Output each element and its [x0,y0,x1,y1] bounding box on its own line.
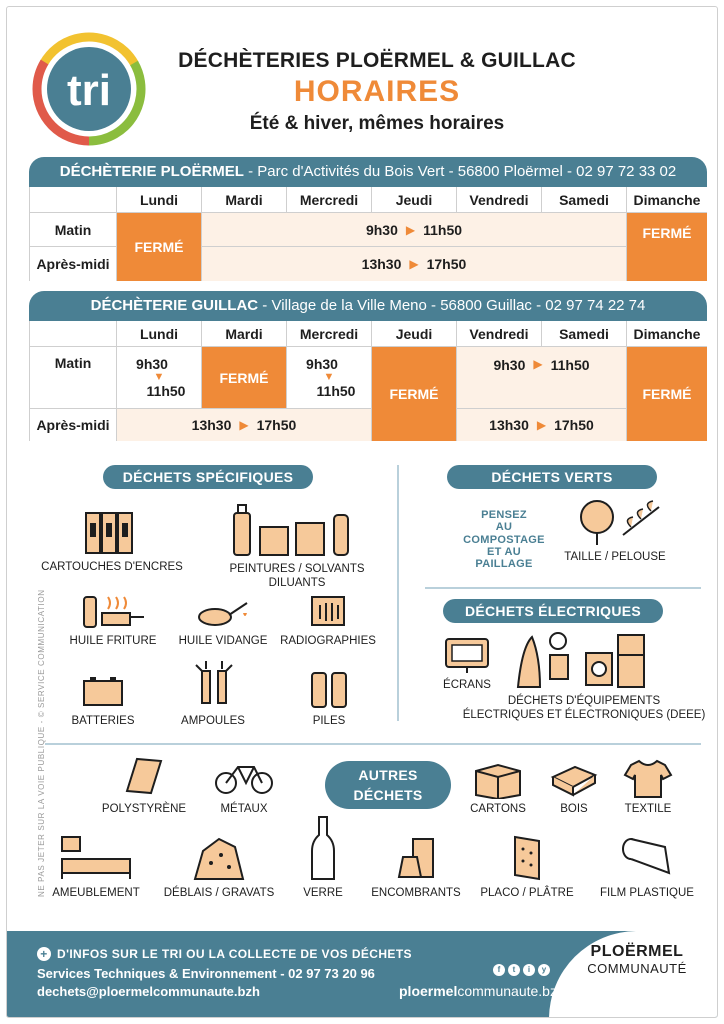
day-vendredi: Vendredi [457,187,542,213]
t-shirt-icon [623,757,673,799]
bed-icon [56,833,136,883]
youtube-icon[interactable]: y [538,964,550,976]
x-ray-icon [308,591,348,631]
row-label-matin: Matin [30,213,117,247]
footer-website[interactable]: ploermelcommunaute.bzh [399,983,565,999]
day-vendredi: Vendredi [457,321,542,347]
item-bois: BOIS [543,757,605,817]
appliances-icon [514,629,654,691]
day-mercredi: Mercredi [287,321,372,347]
item-metaux: MÉTAUX [199,753,289,817]
ploermel-banner: DÉCHÈTERIE PLOËRMEL - Parc d'Activités du Bois Vert - 56800 Ploërmel - 02 97 72 33 02 [29,157,707,187]
day-dimanche: Dimanche [627,321,707,347]
section-title-other: AUTRES DÉCHETS [325,761,451,809]
guillac-lundi-morning: 9h30 ▼ 11h50 [117,347,202,409]
section-title-specific: DÉCHETS SPÉCIFIQUES [103,465,313,489]
rubble-icon [189,833,249,883]
instagram-icon[interactable]: i [523,964,535,976]
ploermel-communaute-logo: PLOËRMEL COMMUNAUTÉ [587,943,687,976]
item-ampoules: AMPOULES [163,659,263,729]
item-deee: DÉCHETS D'ÉQUIPEMENTS ÉLECTRIQUES ET ÉLECTRONIQUES (DEEE) [459,629,709,723]
row-label-matin: Matin [30,347,117,409]
guillac-afternoon-hours-1: 13h30 ▶ 17h50 [117,409,372,441]
footer-info: + D'INFOS SUR LE TRI OU LA COLLECTE DE VOS DÉCHETS [37,947,412,961]
item-ameublement: AMEUBLEMENT [43,833,149,901]
item-polystyrene: POLYSTYRÈNE [89,753,199,817]
item-verre: VERRE [291,815,355,901]
closed-lundi: FERMÉ [117,213,202,281]
day-mardi: Mardi [202,321,287,347]
footer-services: Services Techniques & Environnement - 02 97 73 20 96 [37,966,375,981]
ploermel-afternoon-hours: 13h30 ▶ 17h50 [202,247,627,281]
day-jeudi: Jeudi [372,187,457,213]
facebook-icon[interactable]: f [493,964,505,976]
day-samedi: Samedi [542,187,627,213]
plastic-film-roll-icon [617,833,677,883]
item-ecrans: ÉCRANS [427,635,507,693]
divider-right [425,587,701,589]
item-cartouches: CARTOUCHES D'ENCRES [37,505,187,575]
plus-icon: + [37,947,51,961]
guillac-mercredi-morning: 9h30 ▼ 11h50 [287,347,372,409]
item-placo: PLACO / PLÂTRE [473,833,581,901]
item-huile-friture: HUILE FRITURE [53,591,173,649]
item-taille-pelouse: TAILLE / PELOUSE [555,497,675,565]
row-label-apres-midi: Après-midi [30,247,117,281]
frying-pan-icon [78,591,148,631]
day-mercredi: Mercredi [287,187,372,213]
guillac-weekend-morning: 9h30 ▶ 11h50 [457,347,627,409]
glass-bottle-icon [308,815,338,883]
item-piles: PILES [279,667,379,729]
day-jeudi: Jeudi [372,321,457,347]
plasterboard-icon [507,833,547,883]
battery-cells-icon [304,667,354,711]
item-cartons: CARTONS [453,757,543,817]
ploermel-morning-hours: 9h30 ▶ 11h50 [202,213,627,247]
item-film-plastique: FILM PLASTIQUE [591,833,703,901]
divider-vertical [397,465,399,721]
social-icons [493,964,550,976]
bulky-items-icon [391,833,441,883]
closed-mardi-morning: FERMÉ [202,347,287,409]
closed-dimanche: FERMÉ [627,347,707,441]
closed-dimanche: FERMÉ [627,213,707,281]
ink-cartridge-icon [82,505,142,557]
guillac-schedule [29,291,707,441]
item-radiographies: RADIOGRAPHIES [273,591,383,649]
day-samedi: Samedi [542,321,627,347]
twitter-icon[interactable]: t [508,964,520,976]
ploermel-schedule [29,157,707,281]
compost-reminder: PENSEZ AU COMPOSTAGE ET AU PAILLAGE [463,509,545,571]
tri-logo [29,29,149,149]
polystyrene-icon [121,753,167,799]
item-huile-vidange: HUILE VIDANGE [173,591,273,649]
schedule-note: Été & hiver, mêmes horaires [249,113,505,134]
day-dimanche: Dimanche [627,187,707,213]
day-mardi: Mardi [202,187,287,213]
guillac-afternoon-hours-2: 13h30 ▶ 17h50 [457,409,627,441]
guillac-banner: DÉCHÈTERIE GUILLAC - Village de la Ville Meno - 56800 Guillac - 02 97 74 22 74 [29,291,707,321]
oil-can-icon [193,591,253,631]
page-subtitle: HORAIRES [293,75,461,108]
item-batteries: BATTERIES [53,671,153,729]
footer-email[interactable]: dechets@ploermelcommunaute.bzh [37,984,260,999]
day-lundi: Lundi [117,321,202,347]
cardboard-box-icon [468,757,528,799]
bicycle-icon [214,753,274,799]
pallet-icon [549,757,599,799]
section-title-electric: DÉCHETS ÉLECTRIQUES [443,599,663,623]
side-note: NE PAS JETER SUR LA VOIE PUBLIQUE - © SERVICE COMMUNICATION [37,589,46,897]
poster [6,6,718,1018]
item-encombrants: ENCOMBRANTS [363,833,469,901]
tree-leaf-icon [565,497,665,547]
item-peintures: PEINTURES / SOLVANTS DILUANTS [212,501,382,591]
closed-jeudi: FERMÉ [372,347,457,441]
car-battery-icon [78,671,128,711]
svg-text:tri: tri [67,66,111,115]
item-deblais: DÉBLAIS / GRAVATS [155,833,283,901]
day-lundi: Lundi [117,187,202,213]
item-textile: TEXTILE [613,757,683,817]
light-bulb-icon [188,659,238,711]
row-label-apres-midi: Après-midi [30,409,117,441]
page-title: DÉCHÈTERIES PLOËRMEL & GUILLAC [178,49,576,72]
paint-cans-icon [222,501,372,559]
section-title-green: DÉCHETS VERTS [447,465,657,489]
divider-horizontal [45,743,701,745]
